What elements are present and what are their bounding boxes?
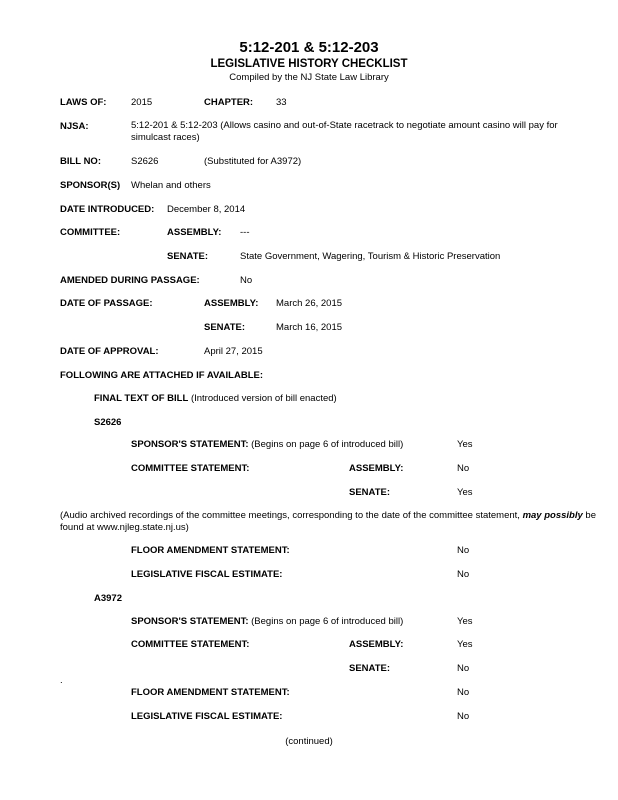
- bill-no-note: (Substituted for A3972): [204, 156, 302, 167]
- committee-senate-value: State Government, Wagering, Tourism & Historic Preservation: [240, 251, 501, 262]
- chapter-label: CHAPTER:: [204, 97, 254, 108]
- amended-value: No: [240, 275, 253, 286]
- laws-of-value: 2015: [131, 97, 153, 108]
- laws-of-label: LAWS OF:: [60, 97, 107, 108]
- s2626-fiscal-label: LEGISLATIVE FISCAL ESTIMATE:: [131, 569, 283, 580]
- amended-label: AMENDED DURING PASSAGE:: [60, 275, 200, 286]
- s2626-sponsor-note: (Begins on page 6 of introduced bill): [251, 439, 404, 450]
- committee-assembly-value: ---: [240, 227, 250, 238]
- a3972-floor-value: No: [457, 687, 470, 698]
- chapter-value: 33: [276, 97, 287, 108]
- s2626-floor-label: FLOOR AMENDMENT STATEMENT:: [131, 545, 290, 556]
- committee-senate-label: SENATE:: [167, 251, 208, 262]
- a3972-sponsor-note: (Begins on page 6 of introduced bill): [251, 616, 404, 627]
- s2626-sponsor-value: Yes: [457, 439, 473, 450]
- a3972-fiscal-label: LEGISLATIVE FISCAL ESTIMATE:: [131, 711, 283, 722]
- date-of-approval-label: DATE OF APPROVAL:: [60, 346, 159, 357]
- s2626-senate-label: SENATE:: [349, 487, 390, 498]
- sponsors-label: SPONSOR(S): [60, 180, 121, 191]
- final-text-note: (Introduced version of bill enacted): [190, 393, 337, 404]
- a3972-sponsor-value: Yes: [457, 616, 473, 627]
- a3972-fiscal-value: No: [457, 711, 470, 722]
- committee-assembly-label: ASSEMBLY:: [167, 227, 222, 238]
- continued-note: (continued): [285, 736, 333, 747]
- date-of-approval-value: April 27, 2015: [204, 346, 263, 357]
- s2626-senate-value: Yes: [457, 487, 473, 498]
- a3972-sponsor-row: [131, 617, 403, 627]
- a3972-floor-label: FLOOR AMENDMENT STATEMENT:: [131, 687, 290, 698]
- s2626-sponsor-row: [131, 440, 403, 450]
- page-subtitle: LEGISLATIVE HISTORY CHECKLIST: [210, 58, 408, 70]
- s2626-assembly-value: No: [457, 463, 470, 474]
- attached-heading: FOLLOWING ARE ATTACHED IF AVAILABLE:: [60, 370, 263, 381]
- njsa-value: 5:12-201 & 5:12-203 (Allows casino and out-of-State racetrack to negotiate amount casino will pay for simulcast races): [131, 120, 558, 143]
- audio-note-emphasis: may possibly: [522, 510, 583, 521]
- audio-note-a: (Audio archived recordings of the committee meetings, corresponding to the date of the committee statement,: [60, 510, 520, 521]
- s2626-fiscal-value: No: [457, 569, 470, 580]
- date-introduced-label: DATE INTRODUCED:: [60, 204, 155, 215]
- audio-note-link: be found at www.njleg.state.nj.us): [60, 510, 596, 533]
- passage-assembly-value: March 26, 2015: [276, 298, 343, 309]
- final-text-label: FINAL TEXT OF BILL: [94, 393, 189, 404]
- passage-senate-value: March 16, 2015: [276, 322, 343, 333]
- passage-assembly-label: ASSEMBLY:: [204, 298, 259, 309]
- bill-no-label: BILL NO:: [60, 156, 101, 167]
- s2626-heading: S2626: [94, 417, 122, 428]
- date-of-passage-label: DATE OF PASSAGE:: [60, 298, 153, 309]
- a3972-assembly-value: Yes: [457, 639, 473, 650]
- final-text-row: [94, 394, 337, 404]
- audio-note: [60, 510, 608, 534]
- a3972-sponsor-label: SPONSOR'S STATEMENT:: [131, 616, 249, 627]
- a3972-heading: A3972: [94, 593, 122, 604]
- s2626-sponsor-label: SPONSOR'S STATEMENT:: [131, 439, 249, 450]
- date-introduced-value: December 8, 2014: [167, 204, 246, 215]
- bill-no-value: S2626: [131, 156, 159, 167]
- committee-label: COMMITTEE:: [60, 227, 121, 238]
- stray-mark: .: [60, 675, 63, 686]
- njsa-label: NJSA:: [60, 121, 89, 132]
- s2626-floor-value: No: [457, 545, 470, 556]
- passage-senate-label: SENATE:: [204, 322, 245, 333]
- page-title: 5:12-201 & 5:12-203: [239, 39, 379, 56]
- s2626-committee-label: COMMITTEE STATEMENT:: [131, 463, 250, 474]
- compiled-by: Compiled by the NJ State Law Library: [229, 72, 389, 83]
- s2626-assembly-label: ASSEMBLY:: [349, 463, 404, 474]
- sponsors-value: Whelan and others: [131, 180, 211, 191]
- a3972-senate-label: SENATE:: [349, 663, 390, 674]
- a3972-assembly-label: ASSEMBLY:: [349, 639, 404, 650]
- a3972-committee-label: COMMITTEE STATEMENT:: [131, 639, 250, 650]
- a3972-senate-value: No: [457, 663, 470, 674]
